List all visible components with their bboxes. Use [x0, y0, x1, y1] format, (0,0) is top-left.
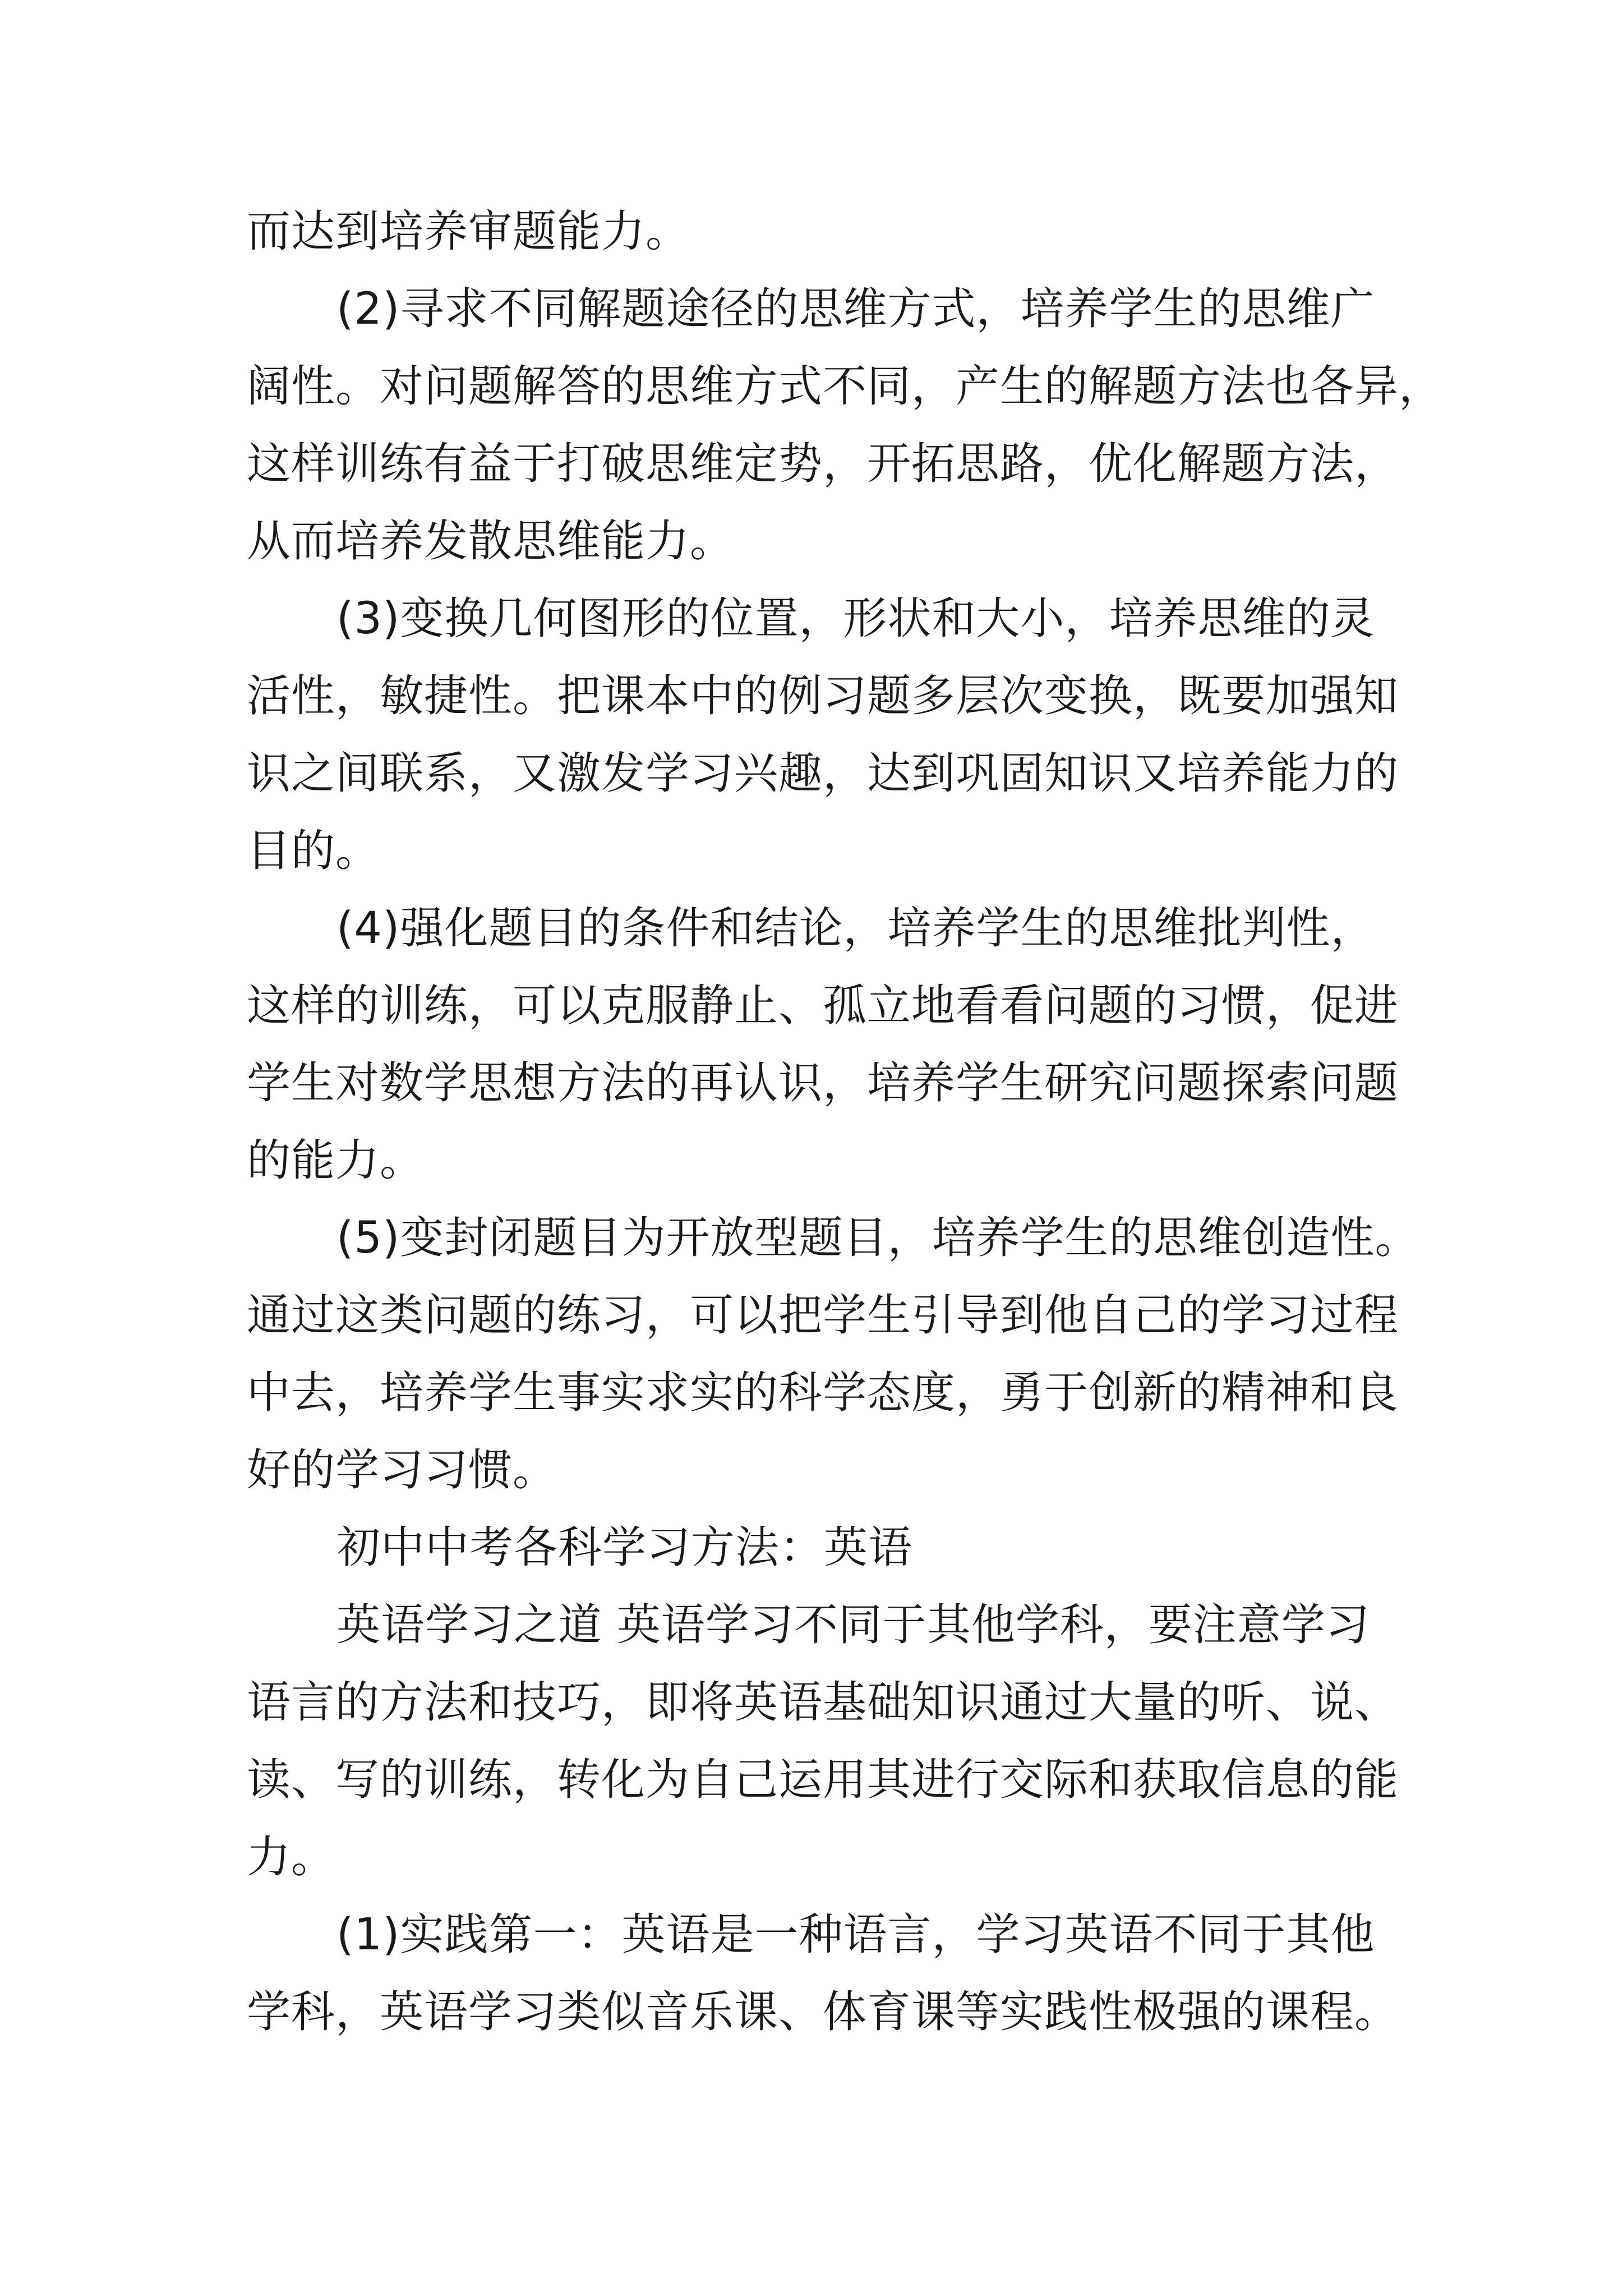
text-line: 从而培养发散思维能力。 — [247, 516, 735, 567]
text-line: 学科，英语学习类似音乐课、体育课等实践性极强的课程。 — [247, 1987, 1399, 2037]
text-line: 这样训练有益于打破思维定势，开拓思路，优化解题方法， — [247, 439, 1399, 489]
text-line: 识之间联系，又激发学习兴趣，达到巩固知识又培养能力的 — [247, 748, 1399, 799]
text-line: (3)变换几何图形的位置，形状和大小，培养思维的灵 — [336, 593, 1375, 644]
text-line: 语言的方法和技巧，即将英语基础知识通过大量的听、说、 — [247, 1677, 1399, 1728]
text-line: (4)强化题目的条件和结论，培养学生的思维批判性， — [336, 903, 1375, 954]
text-line: 阔性。对问题解答的思维方式不同，产生的解题方法也各异， — [247, 361, 1444, 412]
text-line: (2)寻求不同解题途径的思维方式，培养学生的思维广 — [336, 284, 1375, 334]
text-line: 读、写的训练，转化为自己运用其进行交际和获取信息的能 — [247, 1755, 1399, 1805]
document-body — [247, 193, 1444, 2051]
text-line: 英语学习之道 英语学习不同于其他学科，要注意学习 — [336, 1600, 1370, 1650]
text-line: 目的。 — [247, 826, 380, 876]
text-line: 这样的训练，可以克服静止、孤立地看看问题的习惯，促进 — [247, 981, 1399, 1031]
text-line: (1)实践第一：英语是一种语言，学习英语不同于其他 — [336, 1910, 1375, 1960]
section-heading: 初中中考各科学习方法：英语 — [336, 1522, 913, 1573]
text-line: 活性，敏捷性。把课本中的例习题多层次变换，既要加强知 — [247, 671, 1399, 721]
text-line: 好的学习习惯。 — [247, 1445, 557, 1496]
text-line: (5)变封闭题目为开放型题目，培养学生的思维创造性。 — [336, 1213, 1419, 1263]
text-line: 通过这类问题的练习，可以把学生引导到他自己的学习过程 — [247, 1290, 1399, 1341]
text-line: 力。 — [247, 1832, 336, 1883]
text-line: 中去，培养学生事实求实的科学态度，勇于创新的精神和良 — [247, 1368, 1399, 1418]
text-line: 而达到培养审题能力。 — [247, 206, 690, 257]
text-line: 学生对数学思想方法的再认识，培养学生研究问题探索问题 — [247, 1058, 1399, 1108]
text-line: 的能力。 — [247, 1135, 425, 1186]
